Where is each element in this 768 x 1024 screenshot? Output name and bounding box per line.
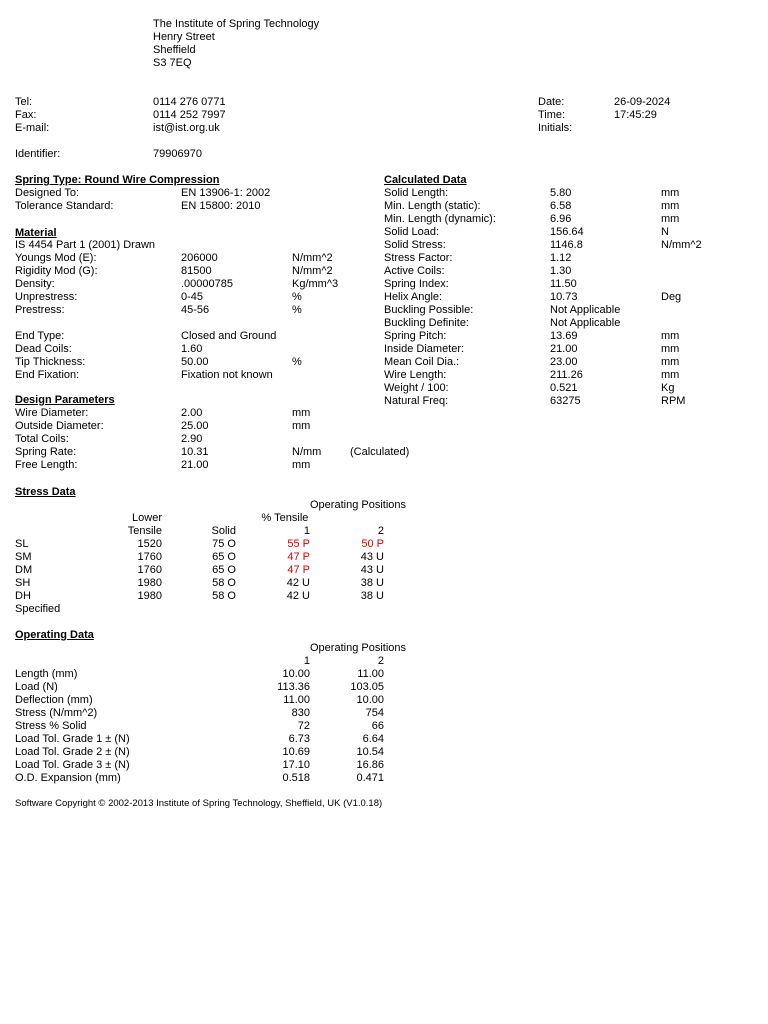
calc-row-value: 13.69: [550, 330, 578, 342]
calc-row-label: Min. Length (static):: [384, 200, 481, 212]
stress-row-solid: 75 O: [212, 538, 236, 550]
operating-row-pos2: 0.471: [356, 772, 384, 784]
stress-tensile-header: Tensile: [127, 525, 162, 537]
operating-row-label: Load Tol. Grade 2 ± (N): [15, 746, 130, 758]
calc-row-unit: mm: [661, 356, 680, 368]
design-row-value: 21.00: [181, 459, 209, 471]
calc-row-value: 6.58: [550, 200, 572, 212]
tolerance-label: Tolerance Standard:: [15, 200, 114, 212]
operating-row-label: Length (mm): [15, 668, 78, 680]
end-row-label: Tip Thickness:: [15, 356, 86, 368]
time-label: Time:: [538, 109, 566, 121]
operating-row-pos2: 103.05: [350, 681, 384, 693]
stress-row-grade: SL: [15, 538, 29, 550]
stress-row-pos1: 55 P: [287, 538, 310, 550]
calculated-note: (Calculated): [350, 446, 410, 458]
email-label: E-mail:: [15, 122, 50, 134]
material-row-unit: %: [292, 304, 302, 316]
fax-value: 0114 252 7997: [153, 109, 226, 121]
calc-row-label: Spring Index:: [384, 278, 449, 290]
operating-pos1-header: 1: [303, 655, 310, 667]
material-row-value: 0-45: [181, 291, 204, 303]
stress-pos1-header: 1: [303, 525, 310, 537]
stress-pct-tensile-header: % Tensile: [261, 512, 309, 524]
calc-row-value: 10.73: [550, 291, 578, 303]
design-row-label: Total Coils:: [15, 433, 69, 445]
calc-row-label: Spring Pitch:: [384, 330, 447, 342]
material-heading: Material: [15, 227, 57, 239]
operating-positions-label: Operating Positions: [310, 642, 406, 654]
calc-row-value: Not Applicable: [550, 304, 621, 316]
stress-row-pos1: 42 U: [286, 577, 310, 589]
stress-row-grade: DM: [15, 564, 33, 576]
material-row-label: Unprestress:: [15, 291, 78, 303]
design-row-label: Spring Rate:: [15, 446, 77, 458]
date-label: Date:: [538, 96, 565, 108]
stress-row-solid: 65 O: [212, 564, 236, 576]
calc-row-value: Not Applicable: [550, 317, 621, 329]
calc-row-label: Solid Stress:: [384, 239, 446, 251]
calc-row-label: Inside Diameter:: [384, 343, 465, 355]
calc-row-label: Natural Freq:: [384, 395, 449, 407]
calc-row-label: Helix Angle:: [384, 291, 443, 303]
calc-row-unit: mm: [661, 200, 680, 212]
calc-row-value: 5.80: [550, 187, 572, 199]
stress-row-tensile: 1980: [137, 590, 162, 602]
stress-row-tensile: 1760: [137, 564, 162, 576]
stress-specified-label: Specified: [15, 603, 61, 615]
stress-row-grade: SH: [15, 577, 31, 589]
calc-row-label: Min. Length (dynamic):: [384, 213, 496, 225]
operating-row-pos1: 113.36: [277, 681, 310, 693]
design-row-value: 10.31: [181, 446, 209, 458]
stress-data-heading: Stress Data: [15, 486, 76, 498]
calc-row-unit: N: [661, 226, 669, 238]
calc-row-unit: mm: [661, 330, 680, 342]
material-row-unit: N/mm^2: [292, 252, 333, 264]
fax-label: Fax:: [15, 109, 37, 121]
design-row-label: Outside Diameter:: [15, 420, 104, 432]
stress-row-pos1: 47 P: [287, 564, 310, 576]
calculated-data-heading: Calculated Data: [384, 174, 467, 186]
identifier-label: Identifier:: [15, 148, 61, 160]
calc-row-value: 6.96: [550, 213, 572, 225]
stress-row-grade: SM: [15, 551, 32, 563]
calc-row-value: 63275: [550, 395, 581, 407]
stress-row-grade: DH: [15, 590, 31, 602]
stress-row-tensile: 1980: [137, 577, 162, 589]
stress-row-pos1: 47 P: [287, 551, 310, 563]
operating-row-pos2: 10.00: [356, 694, 384, 706]
material-row-value: 206000: [181, 252, 218, 264]
calc-row-label: Buckling Definite:: [384, 317, 469, 329]
calc-row-unit: Kg: [661, 382, 675, 394]
stress-row-pos2: 43 U: [360, 551, 384, 563]
material-name: IS 4454 Part 1 (2001) Drawn: [15, 239, 156, 251]
stress-solid-header: Solid: [211, 525, 236, 537]
copyright-footer: Software Copyright © 2002-2013 Institute of Spring Technology, Sheffield, UK (V1.0.18): [15, 798, 383, 809]
operating-row-pos1: 0.518: [282, 772, 310, 784]
design-row-value: 25.00: [181, 420, 209, 432]
end-row-label: Dead Coils:: [15, 343, 72, 355]
stress-pos2-header: 2: [377, 525, 384, 537]
operating-row-pos1: 830: [291, 707, 310, 719]
tolerance-value: EN 15800: 2010: [181, 200, 261, 212]
material-row-value: 45-56: [181, 304, 210, 316]
stress-row-pos2: 43 U: [360, 564, 384, 576]
address-postcode: S3 7EQ: [153, 57, 192, 69]
design-row-value: 2.00: [181, 407, 203, 419]
operating-row-label: Stress (N/mm^2): [15, 707, 98, 719]
end-row-value: 50.00: [181, 356, 209, 368]
stress-row-solid: 58 O: [212, 577, 236, 589]
end-row-value: Closed and Ground: [181, 330, 277, 342]
end-row-label: End Fixation:: [15, 369, 80, 381]
calc-row-label: Solid Length:: [384, 187, 449, 199]
time-value: 17:45:29: [614, 109, 657, 121]
material-row-unit: %: [292, 291, 302, 303]
calc-row-label: Wire Length:: [384, 369, 447, 381]
calc-row-unit: mm: [661, 343, 680, 355]
operating-row-pos2: 11.00: [357, 668, 384, 680]
operating-row-pos2: 10.54: [356, 746, 384, 758]
design-row-label: Free Length:: [15, 459, 78, 471]
operating-row-pos2: 66: [371, 720, 384, 732]
calc-row-value: 11.50: [550, 278, 577, 290]
material-row-label: Rigidity Mod (G):: [15, 265, 98, 277]
tel-value: 0114 276 0771: [153, 96, 226, 108]
stress-row-tensile: 1520: [137, 538, 162, 550]
calc-row-value: 21.00: [550, 343, 578, 355]
stress-row-pos1: 42 U: [286, 590, 310, 602]
operating-pos2-header: 2: [377, 655, 384, 667]
calc-row-unit: Deg: [661, 291, 682, 303]
calc-row-label: Weight / 100:: [384, 382, 449, 394]
material-row-label: Prestress:: [15, 304, 65, 316]
stress-row-solid: 65 O: [212, 551, 236, 563]
operating-row-pos2: 6.64: [362, 733, 384, 745]
tel-label: Tel:: [15, 96, 33, 108]
stress-row-pos2: 50 P: [361, 538, 384, 550]
date-value: 26-09-2024: [614, 96, 671, 108]
stress-row-pos2: 38 U: [360, 577, 384, 589]
stress-lower-header: Lower: [132, 512, 162, 524]
spring-type-heading: Spring Type: Round Wire Compression: [15, 174, 220, 186]
operating-row-label: Load Tol. Grade 1 ± (N): [15, 733, 130, 745]
calc-row-value: 156.64: [550, 226, 584, 238]
design-row-unit: mm: [292, 420, 311, 432]
address-line-2: Henry Street: [153, 31, 215, 43]
calc-row-label: Mean Coil Dia.:: [384, 356, 460, 368]
material-row-value: 81500: [181, 265, 212, 277]
operating-row-label: Load (N): [15, 681, 58, 693]
calc-row-unit: mm: [661, 369, 680, 381]
operating-row-pos2: 16.86: [356, 759, 384, 771]
end-row-value: Fixation not known: [181, 369, 273, 381]
end-row-unit: %: [292, 356, 302, 368]
calc-row-value: 1.30: [550, 265, 572, 277]
calc-row-unit: N/mm^2: [661, 239, 702, 251]
operating-row-pos1: 6.73: [288, 733, 310, 745]
design-parameters-heading: Design Parameters: [15, 394, 115, 406]
designed-to-value: EN 13906-1: 2002: [181, 187, 271, 199]
design-row-label: Wire Diameter:: [15, 407, 89, 419]
material-row-unit: Kg/mm^3: [292, 278, 339, 290]
material-row-label: Density:: [15, 278, 55, 290]
calc-row-value: 23.00: [550, 356, 578, 368]
design-row-unit: mm: [292, 459, 311, 471]
operating-row-pos1: 11.00: [283, 694, 310, 706]
email-value: ist@ist.org.uk: [153, 122, 220, 134]
designed-to-label: Designed To:: [15, 187, 80, 199]
calc-row-label: Buckling Possible:: [384, 304, 474, 316]
operating-row-label: O.D. Expansion (mm): [15, 772, 121, 784]
calc-row-label: Solid Load:: [384, 226, 440, 238]
calc-row-unit: mm: [661, 187, 680, 199]
calc-row-unit: RPM: [661, 395, 686, 407]
end-row-value: 1.60: [181, 343, 203, 355]
material-row-value: .00000785: [181, 278, 233, 290]
operating-row-label: Stress % Solid: [15, 720, 87, 732]
design-row-value: 2.90: [181, 433, 203, 445]
address-line-3: Sheffield: [153, 44, 196, 56]
operating-row-pos1: 10.00: [282, 668, 310, 680]
operating-row-pos1: 72: [297, 720, 310, 732]
operating-row-label: Load Tol. Grade 3 ± (N): [15, 759, 130, 771]
operating-row-pos1: 10.69: [282, 746, 310, 758]
calc-row-value: 211.26: [550, 369, 583, 381]
design-row-unit: mm: [292, 407, 311, 419]
stress-operating-positions-label: Operating Positions: [310, 499, 406, 511]
material-row-label: Youngs Mod (E):: [15, 252, 97, 264]
address-line-1: The Institute of Spring Technology: [153, 18, 320, 30]
operating-row-pos2: 754: [365, 707, 384, 719]
calc-row-value: 0.521: [550, 382, 578, 394]
material-row-unit: N/mm^2: [292, 265, 333, 277]
stress-row-solid: 58 O: [212, 590, 236, 602]
design-row-unit: N/mm: [292, 446, 322, 458]
initials-label: Initials:: [538, 122, 573, 134]
operating-row-pos1: 17.10: [282, 759, 310, 771]
calc-row-label: Stress Factor:: [384, 252, 453, 264]
operating-data-heading: Operating Data: [15, 629, 94, 641]
stress-row-tensile: 1760: [137, 551, 162, 563]
end-row-label: End Type:: [15, 330, 65, 342]
calc-row-label: Active Coils:: [384, 265, 445, 277]
stress-row-pos2: 38 U: [360, 590, 384, 602]
identifier-value: 79906970: [153, 148, 202, 160]
operating-row-label: Deflection (mm): [15, 694, 93, 706]
calc-row-value: 1.12: [550, 252, 572, 264]
calc-row-value: 1146.8: [550, 239, 583, 251]
calc-row-unit: mm: [661, 213, 680, 225]
